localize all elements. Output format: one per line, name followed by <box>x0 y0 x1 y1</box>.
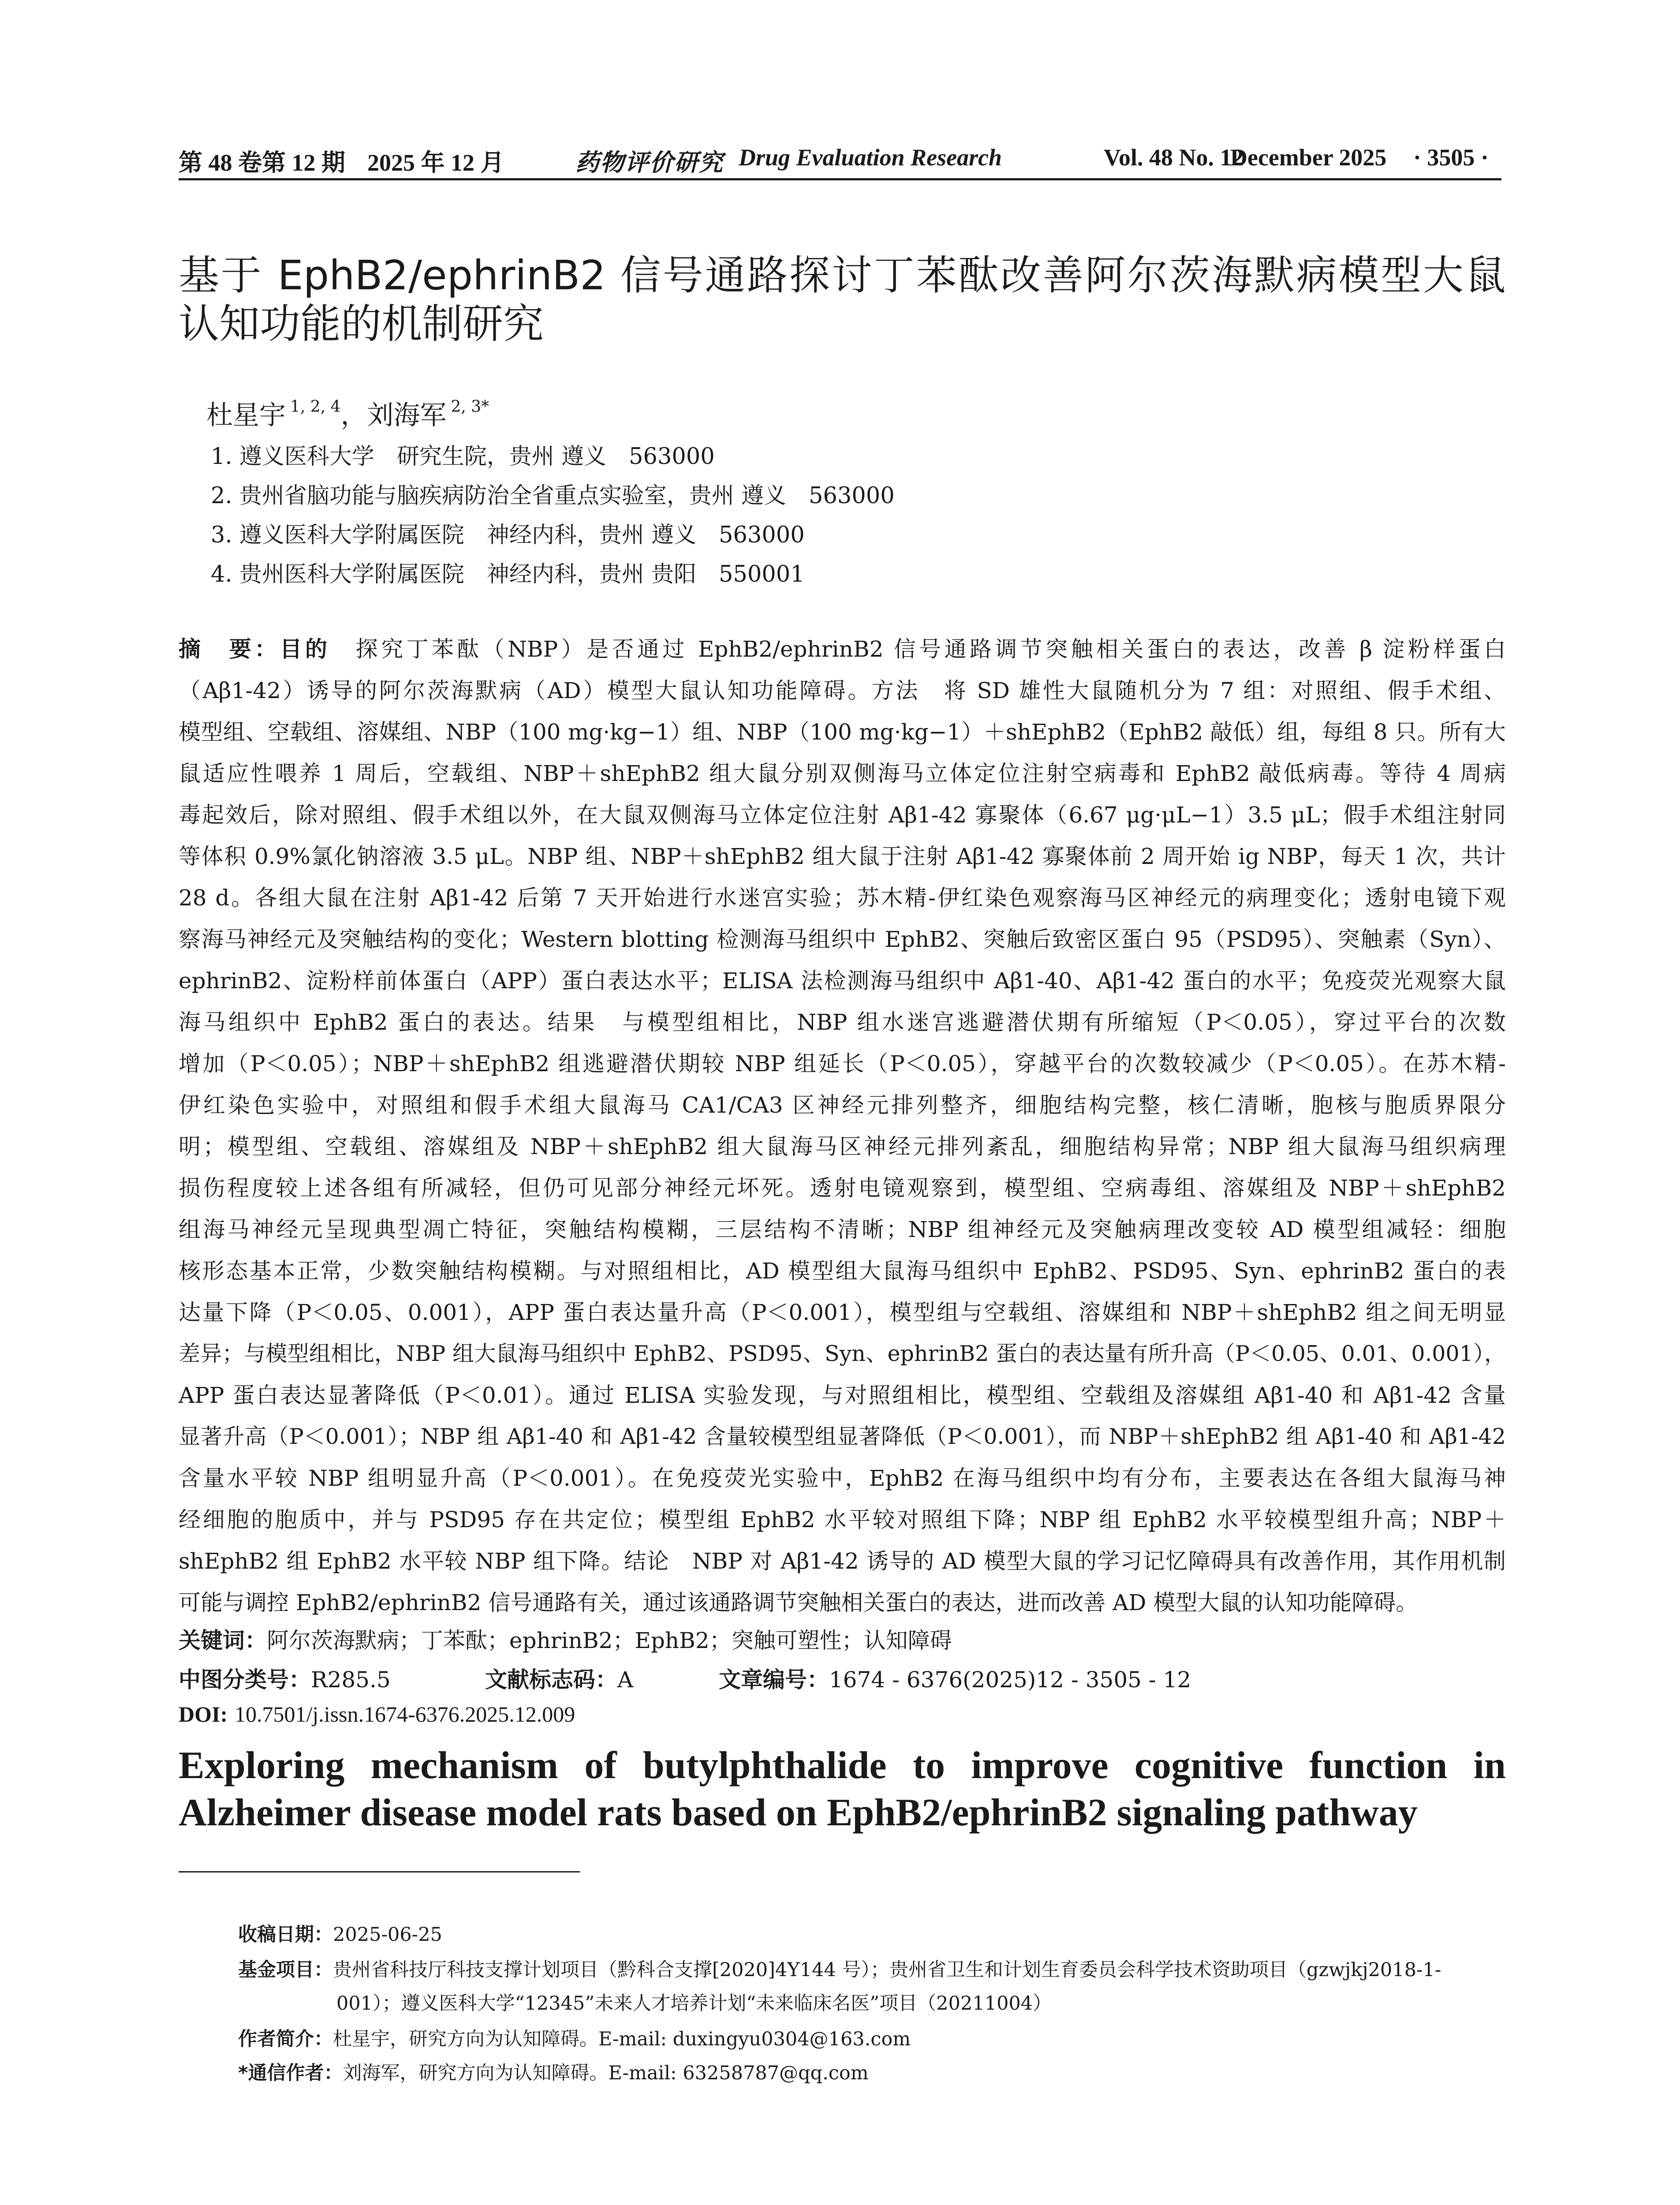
abstract-line: 等体积 0.9%氯化钠溶液 3.5 μL。NBP 组、NBP＋shEphB2 组大鼠于注射 Aβ1-42 寡聚体前 2 周开始 ig NBP，每天 1 次，共计 <box>179 844 1506 869</box>
title-cn-line2: 认知功能的机制研究 <box>179 300 544 348</box>
article-number-value: 1674 - 6376(2025)12 - 3505 - 12 <box>829 1667 1191 1693</box>
doc-code-label: 文献标志码： <box>485 1667 617 1693</box>
affiliation-1: 1. 遵义医科大学 研究生院，贵州 遵义 563000 <box>211 444 715 470</box>
fund-line1 <box>238 1955 1441 1982</box>
corr-label: *通信作者： <box>238 2062 343 2084</box>
abstract-text: 探究丁苯酞（NBP）是否通过 EphB2/ephrinB2 信号通路调节突触相关蛋白的表达，改善 β 淀粉样蛋白 <box>355 636 1506 662</box>
running-header <box>179 138 1501 180</box>
author-affil-sup: 1, 2, 4 <box>290 398 341 416</box>
author-name: 刘海军 <box>367 400 447 431</box>
title-cn-line1: 基于 EphB2/ephrinB2 信号通路探讨丁苯酞改善阿尔茨海默病模型大鼠 <box>179 252 1506 299</box>
abstract-line: 增加（P＜0.05）；NBP＋shEphB2 组逃避潜伏期较 NBP 组延长（P＜0.05），穿越平台的次数较减少（P＜0.05）。在苏木精- <box>179 1051 1506 1076</box>
doc-code <box>485 1662 633 1694</box>
abstract-line: 达量下降（P＜0.05、0.001），APP 蛋白表达量升高（P＜0.001），模型组与空载组、溶媒组和 NBP＋shEphB2 组之间无明显 <box>179 1300 1506 1325</box>
title-en-line2: Alzheimer disease model rats based on EphB2/ephrinB2 signaling pathway <box>179 1791 1418 1834</box>
abstract-line: 毒起效后，除对照组、假手术组以外，在大鼠双侧海马立体定位注射 Aβ1-42 寡聚体（6.67 μg·μL−1）3.5 μL；假手术组注射同 <box>179 802 1506 828</box>
abstract-line: 模型组、空载组、溶媒组、NBP（100 mg·kg−1）组、NBP（100 mg·kg−1）＋shEphB2（EphB2 敲低）组，每组 8 只。所有大 <box>179 719 1506 745</box>
received-value: 2025-06-25 <box>333 1924 442 1946</box>
volume-issue-cn: 第 48 卷第 12 期 <box>179 149 345 176</box>
date-cn: 2025 年 12 月 <box>367 149 504 176</box>
doi-label: DOI: <box>179 1702 228 1727</box>
author-separator: ， <box>340 400 367 431</box>
abstract-label: 摘 要： <box>179 636 280 662</box>
doc-code-value: A <box>617 1667 634 1693</box>
abstract-line: shEphB2 组 EphB2 水平较 NBP 组下降。结论 NBP 对 Aβ1-42 诱导的 AD 模型大鼠的学习记忆障碍具有改善作用，其作用机制 <box>179 1548 1506 1574</box>
doi-value: 10.7501/j.issn.1674-6376.2025.12.009 <box>235 1702 575 1727</box>
keywords-text: 阿尔茨海默病；丁苯酞；ephrinB2；EphB2；突触可塑性；认知障碍 <box>267 1628 952 1653</box>
affiliation-3: 3. 遵义医科大学附属医院 神经内科，贵州 遵义 563000 <box>211 522 805 548</box>
abstract-line: 可能与调控 EphB2/ephrinB2 信号通路有关，通过该通路调节突触相关蛋白的表达，进而改善 AD 模型大鼠的认知功能障碍。 <box>179 1590 1418 1615</box>
received-label: 收稿日期： <box>238 1924 333 1946</box>
fund-label: 基金项目： <box>238 1959 333 1981</box>
clc-label: 中图分类号： <box>179 1667 311 1693</box>
journal-logo: 药物评价研究 <box>575 148 724 176</box>
author-list <box>206 394 489 432</box>
affiliation-4: 4. 贵州医科大学附属医院 神经内科，贵州 贵阳 550001 <box>211 561 805 587</box>
author-affil-sup: 2, 3* <box>451 398 489 416</box>
author-bio <box>238 2024 911 2051</box>
abstract-line: 显著升高（P＜0.001）；NBP 组 Aβ1-40 和 Aβ1-42 含量较模型组显著降低（P＜0.001），而 NBP＋shEphB2 组 Aβ1-40 和 Aβ1-42 <box>179 1424 1506 1449</box>
bio-label: 作者简介： <box>238 2028 333 2050</box>
abstract-line: 伊红染色实验中，对照组和假手术组大鼠海马 CA1/CA3 区神经元排列整齐，细胞结构完整，核仁清晰，胞核与胞质界限分 <box>179 1092 1506 1118</box>
corresponding-author <box>238 2058 869 2085</box>
received-date <box>238 1920 442 1947</box>
clc-value: R285.5 <box>311 1667 391 1693</box>
title-en-line1: Exploring mechanism of butylphthalide to improve cognitive function in <box>179 1744 1506 1787</box>
bio-text: 杜星宇，研究方向为认知障碍。E-mail: duxingyu0304@163.com <box>333 2028 911 2050</box>
abstract-line: 28 d。各组大鼠在注射 Aβ1-42 后第 7 天开始进行水迷宫实验；苏木精-伊红染色观察海马区神经元的病理变化；透射电镜下观 <box>179 885 1506 911</box>
author-name: 杜星宇 <box>206 400 286 431</box>
keywords <box>179 1623 952 1655</box>
fund-line2: 001）；遵义医科大学“12345”未来人才培养计划“未来临床名医”项目（20211004） <box>336 1992 1052 2014</box>
article-number <box>719 1662 1191 1694</box>
abstract-line: 含量水平较 NBP 组明显升高（P＜0.001）。在免疫荧光实验中，EphB2 在海马组织中均有分布，主要表达在各组大鼠海马神 <box>179 1465 1506 1491</box>
abstract-line: APP 蛋白表达显著降低（P＜0.01）。通过 ELISA 实验发现，与对照组相比，模型组、空载组及溶媒组 Aβ1-40 和 Aβ1-42 含量 <box>179 1383 1506 1408</box>
abstract-line: 鼠适应性喂养 1 周后，空载组、NBP＋shEphB2 组大鼠分别双侧海马立体定位注射空病毒和 EphB2 敲低病毒。等待 4 周病 <box>179 761 1506 786</box>
keywords-label: 关键词： <box>179 1628 267 1653</box>
abstract-line: 损伤程度较上述各组有所减轻，但仍可见部分神经元坏死。透射电镜观察到，模型组、空病毒组、溶媒组及 NBP＋shEphB2 <box>179 1175 1506 1201</box>
affiliation-2: 2. 贵州省脑功能与脑疾病防治全省重点实验室，贵州 遵义 563000 <box>211 483 895 509</box>
abstract-line: 海马组织中 EphB2 蛋白的表达。结果 与模型组相比，NBP 组水迷宫逃避潜伏期有所缩短（P＜0.05），穿过平台的次数 <box>179 1009 1506 1035</box>
fund-text: 贵州省科技厅科技支撑计划项目（黔科合支撑[2020]4Y144 号）；贵州省卫生和计划生育委员会科学技术资助项目（gzwjkj2018-1- <box>333 1959 1441 1981</box>
article-number-label: 文章编号： <box>719 1667 829 1693</box>
date-en: December 2025 <box>1230 144 1387 171</box>
volume-issue-en: Vol. 48 No. 12 <box>1104 144 1244 171</box>
abstract-line: （Aβ1-42）诱导的阿尔茨海默病（AD）模型大鼠认知功能障碍。方法 将 SD 雄性大鼠随机分为 7 组：对照组、假手术组、 <box>179 678 1506 703</box>
abstract-line: 差异；与模型组相比，NBP 组大鼠海马组织中 EphB2、PSD95、Syn、ephrinB2 蛋白的表达量有所升高（P＜0.05、0.01、0.001）， <box>179 1341 1506 1366</box>
abstract-line: 经细胞的胞质中，并与 PSD95 存在共定位；模型组 EphB2 水平较对照组下降；NBP 组 EphB2 水平较模型组升高；NBP＋ <box>179 1507 1506 1532</box>
abstract-line: 组海马神经元呈现典型凋亡特征，突触结构模糊，三层结构不清晰；NBP 组神经元及突触病理改变较 AD 模型组减轻：细胞 <box>179 1217 1506 1242</box>
page-number: · 3505 · <box>1413 144 1489 171</box>
journal-name-en: Drug Evaluation Research <box>739 144 1002 171</box>
footnote-divider <box>179 1871 580 1872</box>
abstract-line: 核形态基本正常，少数突触结构模糊。与对照组相比，AD 模型组大鼠海马组织中 EphB2、PSD95、Syn、ephrinB2 蛋白的表 <box>179 1258 1506 1284</box>
abstract-line: ephrinB2、淀粉样前体蛋白（APP）蛋白表达水平；ELISA 法检测海马组织中 Aβ1-40、Aβ1-42 蛋白的水平；免疫荧光观察大鼠 <box>179 968 1506 994</box>
abstract-line: 察海马神经元及突触结构的变化；Western blotting 检测海马组织中 EphB2、突触后致密区蛋白 95（PSD95）、突触素（Syn）、 <box>179 927 1506 952</box>
corr-text: 刘海军，研究方向为认知障碍。E-mail: 63258787@qq.com <box>343 2062 869 2084</box>
abstract-line: 摘 要：目的 探究丁苯酞（NBP）是否通过 EphB2/ephrinB2 信号通路调节突触相关蛋白的表达，改善 β 淀粉样蛋白 <box>179 636 1506 662</box>
doi-line <box>179 1701 575 1727</box>
classification-line <box>179 1662 391 1694</box>
abstract-line: 明；模型组、空载组、溶媒组及 NBP＋shEphB2 组大鼠海马区神经元排列紊乱，细胞结构异常；NBP 组大鼠海马组织病理 <box>179 1134 1506 1159</box>
